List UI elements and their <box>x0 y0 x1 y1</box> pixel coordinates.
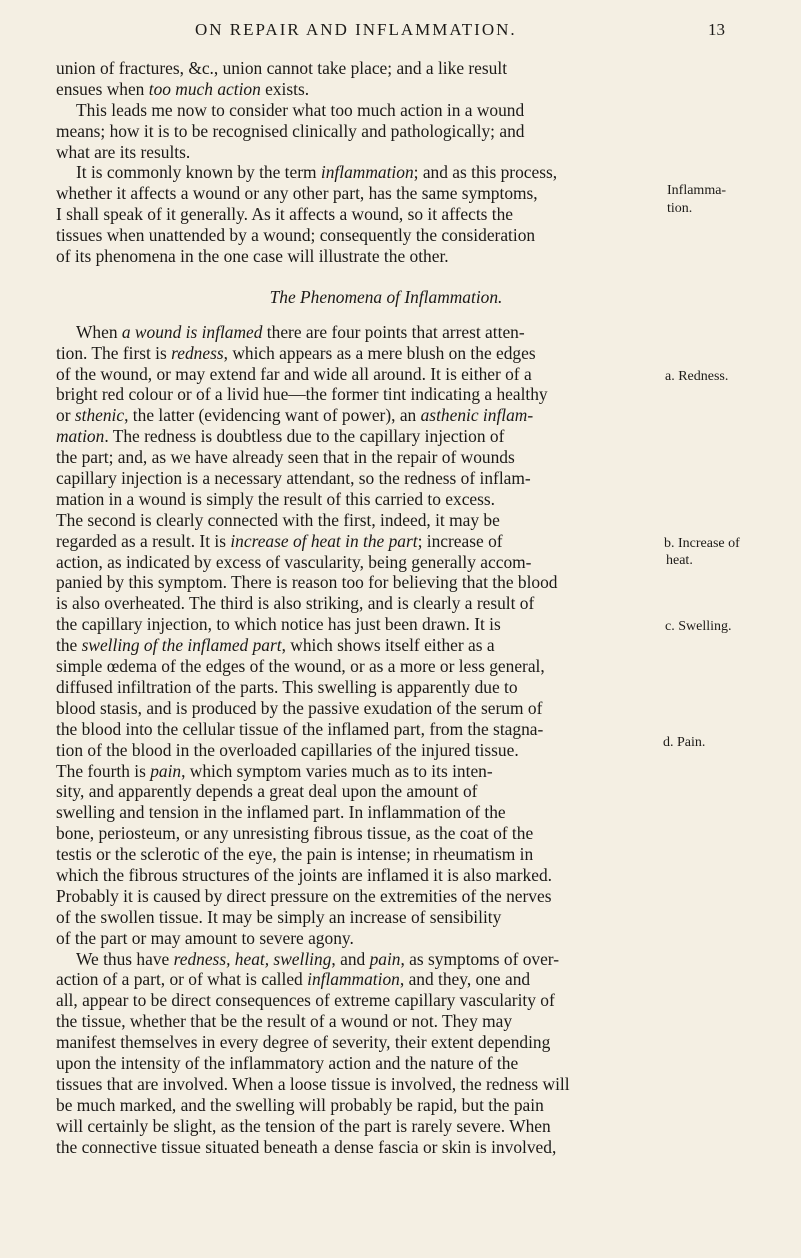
text-run: mation in a wound is simply the result of this carried to excess. <box>56 488 496 509</box>
text-line <box>56 844 746 865</box>
text-run: , which appears as a mere blush on the edges <box>223 342 536 363</box>
text-line <box>56 698 746 719</box>
text-run: of the swollen tissue. It may be simply an increase of sensibility <box>56 906 502 927</box>
text-line <box>56 58 746 79</box>
text-run: , which symptom varies much as to its inten- <box>181 760 493 781</box>
text-line <box>56 183 746 204</box>
text-run: action of a part, or of what is called <box>56 969 308 990</box>
text-run: tion. The first is <box>56 342 172 363</box>
text-line <box>56 740 746 761</box>
text-line <box>56 79 746 100</box>
text-line <box>56 928 746 949</box>
text-run: panied by this symptom. There is reason too for believing that the blood <box>56 572 558 593</box>
text-line <box>56 489 746 510</box>
text-line <box>56 142 746 163</box>
text-line <box>56 1137 746 1158</box>
text-run: means; how it is to be recognised clinically and pathologically; and <box>56 120 525 141</box>
text-run: all, appear to be direct consequences of extreme capillary vascularity of <box>56 990 555 1011</box>
body-text <box>56 58 746 1157</box>
text-line <box>56 1116 746 1137</box>
text-line <box>56 100 746 121</box>
margin-note: c. Swelling. <box>665 619 732 634</box>
text-run: manifest themselves in every degree of severity, their extent depending <box>56 1032 551 1053</box>
text-line <box>56 593 746 614</box>
text-run: swelling and tension in the inflamed part. In inflammation of the <box>56 802 506 823</box>
text-line <box>56 405 746 426</box>
italic-run: too much action <box>148 78 261 99</box>
text-run: , and they, one and <box>399 969 531 990</box>
text-line <box>56 468 746 489</box>
text-line <box>56 802 746 823</box>
italic-run: increase of heat in the part <box>230 530 418 551</box>
text-line <box>56 614 746 635</box>
text-run: the connective tissue situated beneath a dense fascia or skin is involved, <box>56 1136 557 1157</box>
text-line <box>56 719 746 740</box>
text-line <box>56 162 746 183</box>
text-run: bright red colour or of a livid hue—the former tint indicating a healthy <box>56 384 548 405</box>
italic-run: redness <box>171 342 224 363</box>
margin-note: Inflamma- <box>667 183 727 198</box>
italic-run: inflammation <box>320 162 414 183</box>
text-line <box>56 426 746 447</box>
italic-run: inflammation <box>307 969 400 990</box>
section-heading: The Phenomena of Inflammation. <box>269 286 503 307</box>
italic-run: sthenic <box>74 405 125 426</box>
text-run: When <box>76 321 122 342</box>
text-run: testis or the sclerotic of the eye, the pain is intense; in rheumatism in <box>56 844 534 865</box>
text-run: of the wound, or may extend far and wide all around. It is either of a <box>56 363 532 384</box>
text-line <box>56 364 746 385</box>
italic-run: redness, heat, swelling <box>173 948 332 969</box>
text-run: be much marked, and the swelling will probably be rapid, but the pain <box>56 1094 544 1115</box>
text-line <box>56 572 746 593</box>
italic-run: pain <box>369 948 401 969</box>
text-run: there are four points that arrest atten- <box>262 321 525 342</box>
text-line <box>56 225 746 246</box>
text-line <box>56 761 746 782</box>
italic-run: swelling of the inflamed part <box>81 635 282 656</box>
text-run: The second is clearly connected with the first, indeed, it may be <box>56 509 500 530</box>
text-run: the part; and, as we have already seen that in the repair of wounds <box>56 447 515 468</box>
text-run: The fourth is <box>56 760 151 781</box>
margin-note: d. Pain. <box>663 735 706 750</box>
text-run: tissues that are involved. When a loose tissue is involved, the redness will <box>56 1073 570 1094</box>
text-run: the <box>56 635 82 656</box>
text-line <box>56 907 746 928</box>
text-run: tion of the blood in the overloaded capillaries of the injured tissue. <box>56 739 519 760</box>
margin-note: tion. <box>667 201 693 216</box>
text-run: bone, periosteum, or any unresisting fibrous tissue, as the coat of the <box>56 823 534 844</box>
text-run: upon the intensity of the inflammatory action and the nature of the <box>56 1052 519 1073</box>
text-run: of its phenomena in the one case will illustrate the other. <box>56 246 449 267</box>
text-line <box>56 949 746 970</box>
text-line <box>56 1011 746 1032</box>
text-line <box>56 823 746 844</box>
text-run: Probably it is caused by direct pressure on the extremities of the nerves <box>56 885 552 906</box>
text-run: action, as indicated by excess of vascularity, being generally accom- <box>56 551 532 572</box>
text-run: the tissue, whether that be the result of a wound or not. They may <box>56 1011 513 1032</box>
text-run: simple œdema of the edges of the wound, or as a more or less general, <box>56 656 545 677</box>
text-run: is also overheated. The third is also striking, and is clearly a result of <box>56 593 535 614</box>
text-line <box>56 121 746 142</box>
text-run: blood stasis, and is produced by the passive exudation of the serum of <box>56 697 543 718</box>
text-run: of the part or may amount to severe agony. <box>56 927 354 948</box>
page-number: 13 <box>708 20 725 39</box>
text-line <box>56 1032 746 1053</box>
text-run: ensues when <box>56 78 149 99</box>
text-line <box>56 510 746 531</box>
italic-run: asthenic inflam- <box>420 405 534 426</box>
text-line <box>56 552 746 573</box>
text-line <box>56 343 746 364</box>
text-line <box>56 246 746 267</box>
italic-run: a wound is inflamed <box>121 321 263 342</box>
text-run: sity, and apparently depends a great deal upon the amount of <box>56 781 478 802</box>
text-run: union of fractures, &c., union cannot take place; and a like result <box>56 58 508 78</box>
text-line <box>56 322 746 343</box>
text-line <box>56 384 746 405</box>
text-run: whether it affects a wound or any other part, has the same symptoms, <box>56 183 538 204</box>
text-line <box>56 969 746 990</box>
text-run: which the fibrous structures of the joints are inflamed it is also marked. <box>56 864 552 885</box>
text-line <box>56 531 746 552</box>
text-run: , as symptoms of over- <box>400 948 560 969</box>
text-line <box>56 865 746 886</box>
text-run: We thus have <box>76 948 174 969</box>
italic-run: mation <box>56 426 105 447</box>
text-run: diffused infiltration of the parts. This swelling is apparently due to <box>56 676 518 697</box>
running-title: ON REPAIR AND INFLAMMATION. <box>195 20 517 39</box>
text-run: will certainly be slight, as the tension of the part is rarely severe. When <box>56 1115 551 1136</box>
text-run: capillary injection is a necessary attendant, so the redness of inflam- <box>56 468 531 489</box>
text-run: exists. <box>260 78 310 99</box>
text-line <box>56 447 746 468</box>
margin-note: b. Increase of <box>664 536 740 551</box>
text-line <box>56 781 746 802</box>
text-line <box>56 1095 746 1116</box>
text-line <box>56 1074 746 1095</box>
text-line <box>56 1053 746 1074</box>
text-run: , and <box>331 948 370 969</box>
text-run: I shall speak of it generally. As it affects a wound, so it affects the <box>56 204 514 225</box>
text-run: It is commonly known by the term <box>76 162 321 183</box>
text-run: . The redness is doubtless due to the capillary injection of <box>104 426 505 447</box>
text-line <box>56 886 746 907</box>
text-line <box>56 204 746 225</box>
text-run: ; and as this process, <box>413 162 558 183</box>
text-line <box>56 990 746 1011</box>
margin-note: heat. <box>666 553 693 568</box>
text-run: or <box>56 405 75 426</box>
text-run: This leads me now to consider what too much action in a wound <box>76 99 525 120</box>
margin-note: a. Redness. <box>665 369 729 384</box>
italic-run: pain <box>150 760 182 781</box>
text-run: , which shows itself either as a <box>281 635 495 656</box>
text-run: , the latter (evidencing want of power), an <box>124 405 421 426</box>
text-run: regarded as a result. It is <box>56 530 231 551</box>
text-line <box>56 677 746 698</box>
text-run: what are its results. <box>56 141 191 162</box>
text-line <box>56 635 746 656</box>
text-run: the blood into the cellular tissue of the inflamed part, from the stagna- <box>56 718 544 739</box>
text-run: the capillary injection, to which notice has just been drawn. It is <box>56 614 501 635</box>
text-run: ; increase of <box>417 530 503 551</box>
text-line <box>56 656 746 677</box>
text-run: tissues when unattended by a wound; consequently the consideration <box>56 225 536 246</box>
